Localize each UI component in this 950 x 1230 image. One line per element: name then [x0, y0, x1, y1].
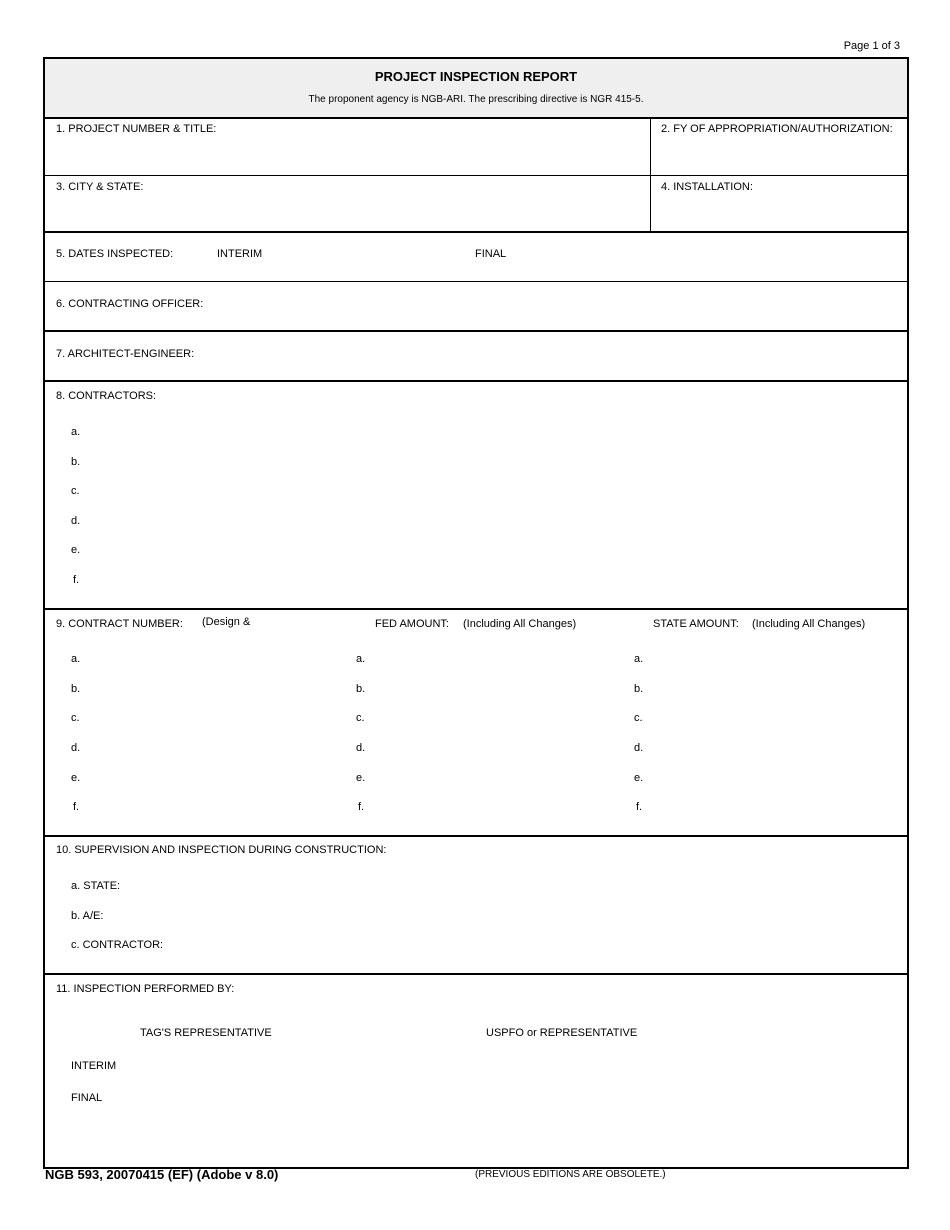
fed-amount-c-field[interactable]	[370, 707, 625, 727]
label-architect-engineer: 7. ARCHITECT-ENGINEER:	[56, 348, 195, 360]
fed-letter-c: c.	[356, 712, 365, 724]
contract-letter-e: e.	[71, 772, 81, 784]
fed-amount-b-field[interactable]	[370, 678, 625, 698]
label-state-amount-note: (Including All Changes)	[752, 618, 866, 630]
tag-interim-field[interactable]	[135, 1054, 455, 1076]
label-supervision-inspection: 10. SUPERVISION AND INSPECTION DURING CONSTRUCTION:	[56, 844, 387, 856]
state-amount-e-field[interactable]	[648, 767, 898, 787]
divider	[45, 380, 907, 382]
contract-letter-a: a.	[71, 653, 81, 665]
state-letter-e: e.	[634, 772, 644, 784]
supervision-state-field[interactable]	[135, 874, 895, 894]
label-design-note: (Design &	[202, 616, 251, 628]
interim-date-field[interactable]	[267, 241, 467, 267]
fed-letter-f: f.	[358, 801, 365, 813]
contractor-letter-d: d.	[71, 515, 81, 527]
label-fed-amount-note: (Including All Changes)	[463, 618, 577, 630]
form-subtitle: The proponent agency is NGB-ARI. The prescribing directive is NGR 415-5.	[308, 94, 644, 105]
column-divider	[650, 117, 651, 231]
contract-number-c-field[interactable]	[85, 707, 345, 727]
label-city-state: 3. CITY & STATE:	[56, 181, 144, 193]
divider	[45, 835, 907, 837]
label-supervision-contractor: c. CONTRACTOR:	[71, 939, 164, 951]
contract-letter-b: b.	[71, 683, 81, 695]
supervision-ae-field[interactable]	[135, 904, 895, 924]
uspfo-interim-field[interactable]	[485, 1054, 895, 1076]
label-supervision-state: a. STATE:	[71, 880, 121, 892]
label-installation: 4. INSTALLATION:	[661, 181, 753, 193]
contract-number-d-field[interactable]	[85, 737, 345, 757]
label-inspection-performed-by: 11. INSPECTION PERFORMED BY:	[56, 983, 235, 995]
divider	[45, 330, 907, 332]
final-date-field[interactable]	[511, 241, 711, 267]
fed-amount-e-field[interactable]	[370, 767, 625, 787]
divider	[45, 231, 907, 233]
state-amount-b-field[interactable]	[648, 678, 898, 698]
inspection-form	[43, 57, 909, 1169]
supervision-contractor-field[interactable]	[175, 933, 895, 953]
divider	[45, 608, 907, 610]
label-contractors: 8. CONTRACTORS:	[56, 390, 157, 402]
state-amount-c-field[interactable]	[648, 707, 898, 727]
form-header	[45, 59, 907, 119]
fed-letter-d: d.	[356, 742, 366, 754]
installation-field[interactable]	[657, 195, 901, 227]
label-uspfo-representative: USPFO or REPRESENTATIVE	[486, 1027, 638, 1039]
contract-number-e-field[interactable]	[85, 767, 345, 787]
contractor-c-field[interactable]	[85, 480, 895, 500]
state-letter-b: b.	[634, 683, 644, 695]
architect-engineer-field[interactable]	[201, 341, 897, 367]
contractor-letter-a: a.	[71, 426, 81, 438]
label-state-amount: STATE AMOUNT:	[653, 618, 739, 630]
contractor-letter-c: c.	[71, 485, 80, 497]
form-title: PROJECT INSPECTION REPORT	[374, 69, 578, 84]
city-state-field[interactable]	[53, 195, 643, 227]
state-letter-c: c.	[634, 712, 643, 724]
state-letter-a: a.	[634, 653, 644, 665]
label-fy-appropriation: 2. FY OF APPROPRIATION/AUTHORIZATION:	[661, 123, 893, 135]
label-fed-amount: FED AMOUNT:	[375, 618, 449, 630]
label-project-number-title: 1. PROJECT NUMBER & TITLE:	[56, 123, 217, 135]
contract-number-f-field[interactable]	[85, 796, 345, 816]
label-inspection-interim: INTERIM	[71, 1060, 117, 1072]
divider	[45, 973, 907, 975]
contract-number-b-field[interactable]	[85, 678, 345, 698]
fed-amount-f-field[interactable]	[370, 796, 625, 816]
state-letter-f: f.	[636, 801, 643, 813]
fed-letter-e: e.	[356, 772, 366, 784]
contractor-d-field[interactable]	[85, 510, 895, 530]
tag-final-field[interactable]	[135, 1086, 455, 1108]
contractor-a-field[interactable]	[85, 421, 895, 441]
contractor-letter-e: e.	[71, 544, 81, 556]
contractor-letter-b: b.	[71, 456, 81, 468]
label-supervision-ae: b. A/E:	[71, 910, 104, 922]
fed-amount-a-field[interactable]	[370, 648, 625, 668]
contractor-letter-f: f.	[73, 574, 80, 586]
state-letter-d: d.	[634, 742, 644, 754]
form-identifier: NGB 593, 20070415 (EF) (Adobe v 8.0)	[45, 1167, 279, 1182]
contractor-f-field[interactable]	[85, 569, 895, 589]
contract-letter-c: c.	[71, 712, 80, 724]
contract-letter-f: f.	[73, 801, 80, 813]
state-amount-f-field[interactable]	[648, 796, 898, 816]
contractor-b-field[interactable]	[85, 451, 895, 471]
label-contracting-officer: 6. CONTRACTING OFFICER:	[56, 298, 204, 310]
divider	[45, 281, 907, 282]
fy-appropriation-field[interactable]	[657, 137, 901, 171]
page-number: Page 1 of 3	[843, 40, 900, 52]
state-amount-d-field[interactable]	[648, 737, 898, 757]
fed-letter-b: b.	[356, 683, 366, 695]
contractor-e-field[interactable]	[85, 539, 895, 559]
project-number-title-field[interactable]	[53, 137, 643, 171]
label-interim-date: INTERIM	[217, 248, 263, 260]
fed-amount-d-field[interactable]	[370, 737, 625, 757]
label-inspection-final: FINAL	[71, 1092, 103, 1104]
contract-number-a-field[interactable]	[85, 648, 345, 668]
label-dates-inspected: 5. DATES INSPECTED:	[56, 248, 174, 260]
divider	[45, 175, 907, 176]
obsolete-notice: (PREVIOUS EDITIONS ARE OBSOLETE.)	[475, 1169, 666, 1180]
label-final-date: FINAL	[475, 248, 507, 260]
state-amount-a-field[interactable]	[648, 648, 898, 668]
fed-letter-a: a.	[356, 653, 366, 665]
uspfo-final-field[interactable]	[485, 1086, 895, 1108]
label-contract-number: 9. CONTRACT NUMBER:	[56, 618, 183, 630]
contracting-officer-field[interactable]	[207, 291, 897, 317]
contract-letter-d: d.	[71, 742, 81, 754]
label-tag-representative: TAG'S REPRESENTATIVE	[140, 1027, 272, 1039]
